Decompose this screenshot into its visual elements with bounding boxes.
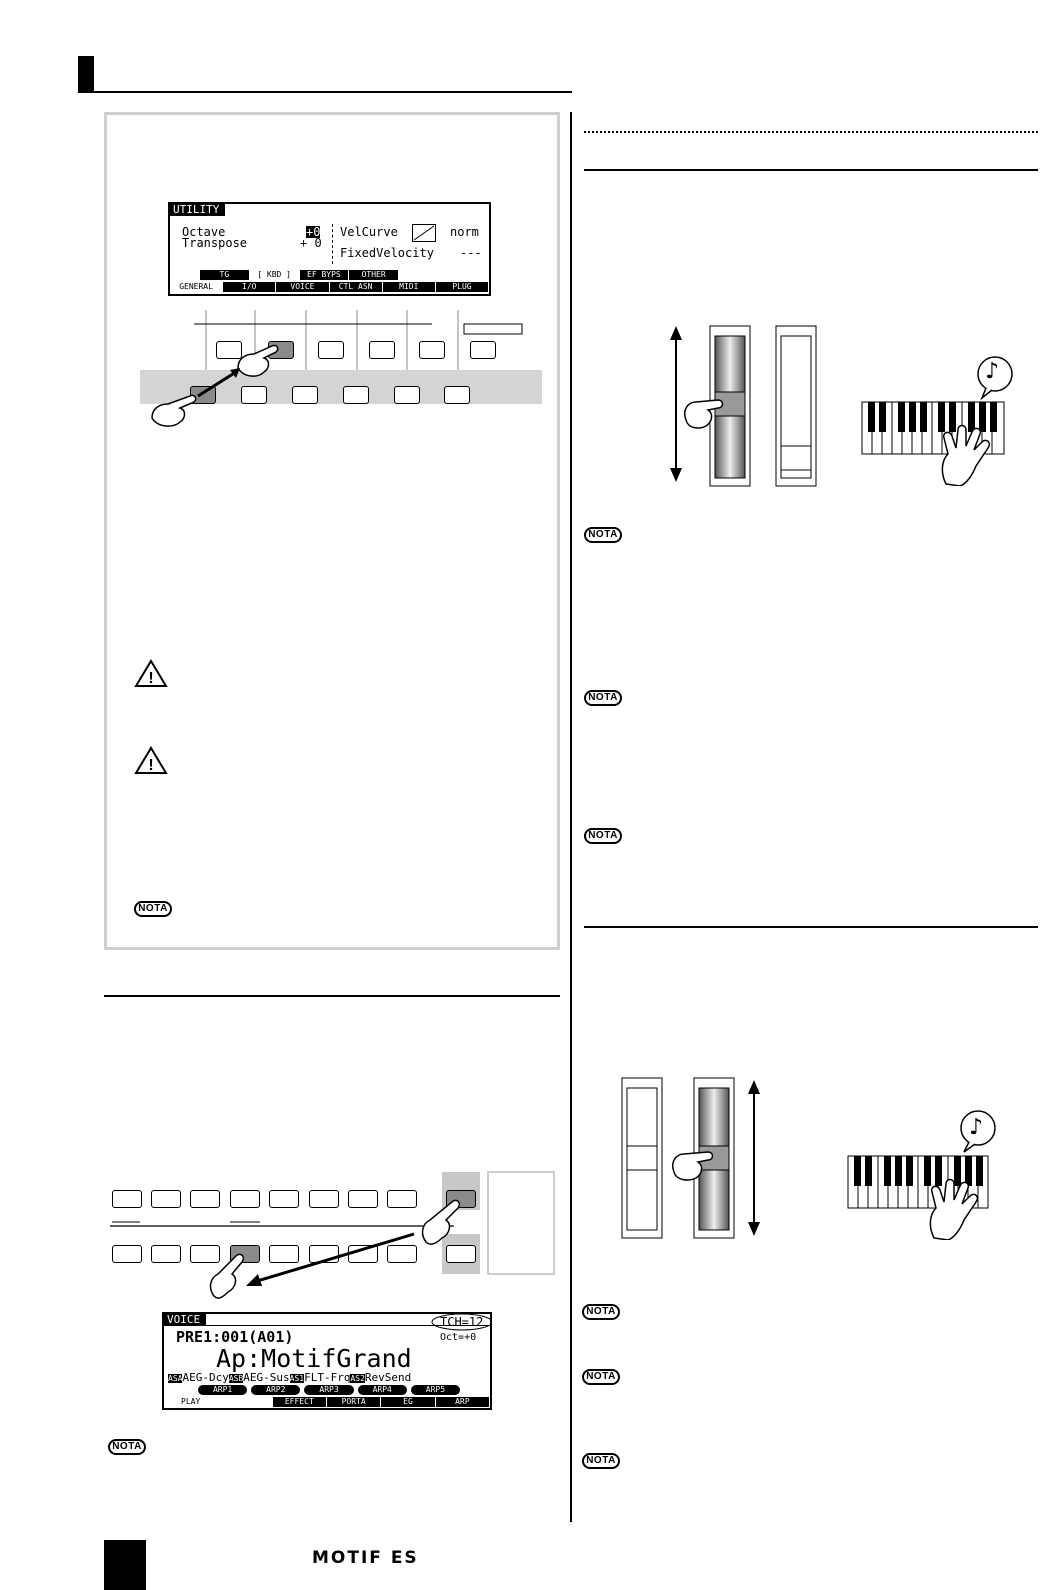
- nota-badge: NOTA: [582, 1304, 620, 1320]
- arrow-icon: [196, 366, 242, 400]
- octave-value: +0: [306, 225, 321, 239]
- hand-pointer-icon: [680, 386, 726, 430]
- tab: GENERAL: [170, 282, 223, 292]
- bank-button-7[interactable]: [348, 1190, 378, 1208]
- tab: PORTA: [327, 1397, 381, 1407]
- lcd-title: VOICE: [164, 1314, 206, 1326]
- velcurve-label: VelCurve: [340, 225, 398, 239]
- warning-icon: [134, 658, 168, 688]
- tab: [218, 1397, 272, 1407]
- transpose-value: + 0: [300, 236, 322, 250]
- subtab: OTHER: [349, 270, 399, 280]
- assign-value: AEG-Dcy: [182, 1371, 229, 1384]
- hand-pointer-icon: [418, 1198, 464, 1248]
- f-button-6[interactable]: [470, 341, 496, 359]
- header-block: [78, 56, 94, 93]
- bank-button-8[interactable]: [387, 1190, 417, 1208]
- hand-play-icon: [924, 1178, 980, 1240]
- fixedvel-value: ---: [460, 246, 482, 260]
- bank-button-2[interactable]: [151, 1190, 181, 1208]
- fixedvel-label: FixedVelocity: [340, 246, 434, 260]
- assign-value: RevSend: [364, 1371, 412, 1384]
- page-number-block: [104, 1540, 146, 1590]
- utility-lcd: [168, 202, 491, 296]
- tab: CTL ASN: [330, 282, 383, 292]
- musical-note-icon: ♪: [969, 1115, 984, 1140]
- section-rule: [584, 926, 1038, 928]
- nota-badge: NOTA: [108, 1439, 146, 1455]
- bank-button-6[interactable]: [309, 1190, 339, 1208]
- nota-badge: NOTA: [582, 1369, 620, 1385]
- arp-pill: ARP2: [251, 1385, 300, 1395]
- number-button-1[interactable]: [112, 1245, 142, 1263]
- warning-icon: [134, 745, 168, 775]
- hand-pointer-icon: [148, 388, 202, 430]
- voice-name: Ap:MotifGrand: [216, 1344, 412, 1373]
- lcd-subtabs: [200, 270, 399, 280]
- hand-play-icon: [936, 424, 992, 486]
- arp-row: [198, 1385, 460, 1395]
- lcd-divider: [332, 224, 333, 264]
- sf-button-4[interactable]: [343, 386, 369, 404]
- arp-pill: ARP3: [304, 1385, 353, 1395]
- tch-highlight-ellipse: [430, 1312, 492, 1332]
- arp-pill: ARP1: [198, 1385, 247, 1395]
- assign-tag: AS2: [350, 1374, 365, 1383]
- hand-pointer-icon: [668, 1138, 718, 1182]
- assign-row: [168, 1372, 488, 1385]
- tab: EG: [381, 1397, 435, 1407]
- bank-button-4[interactable]: [230, 1190, 260, 1208]
- subtab: [ KBD ]: [250, 270, 300, 280]
- tab: MIDI: [383, 282, 436, 292]
- bank-button-1[interactable]: [112, 1190, 142, 1208]
- octave-readout: Oct=+0: [440, 1332, 477, 1343]
- subtab: EF BYPS: [300, 270, 350, 280]
- nota-badge: NOTA: [584, 690, 622, 706]
- assign-value: AEG-Sus: [243, 1371, 290, 1384]
- dotted-rule: [584, 131, 1038, 133]
- program-number: PRE1:001(A01): [176, 1328, 294, 1346]
- f-button-5[interactable]: [419, 341, 445, 359]
- tab: I/O: [223, 282, 276, 292]
- tch-readout: TCH=12: [440, 1315, 484, 1329]
- lcd-tabs: [164, 1397, 490, 1407]
- svg-text:!: !: [148, 757, 154, 774]
- nota-badge: NOTA: [584, 828, 622, 844]
- arrow-icon: [244, 1232, 416, 1290]
- subtab: TG: [200, 270, 250, 280]
- octave-label: Octave: [182, 225, 226, 239]
- sf-button-2[interactable]: [241, 386, 267, 404]
- nota-badge: NOTA: [584, 527, 622, 543]
- assign-tag: ASB: [228, 1374, 244, 1383]
- tab: PLUG: [436, 282, 489, 292]
- assign-tag: ASA: [168, 1374, 183, 1383]
- lcd-title: UTILITY: [170, 204, 225, 216]
- velcurve-value: norm: [450, 225, 479, 239]
- lcd-tabs: [170, 282, 489, 292]
- bank-button-3[interactable]: [190, 1190, 220, 1208]
- bank-button-5[interactable]: [269, 1190, 299, 1208]
- tab: EFFECT: [273, 1397, 327, 1407]
- nota-badge: NOTA: [582, 1453, 620, 1469]
- tab: ARP: [436, 1397, 490, 1407]
- f-button-4[interactable]: [369, 341, 395, 359]
- sf-button-6[interactable]: [444, 386, 470, 404]
- sf-button-5[interactable]: [394, 386, 420, 404]
- header-rule: [78, 91, 572, 93]
- assign-value: FLT-Frq: [304, 1371, 351, 1384]
- transpose-label: Transpose: [182, 236, 248, 250]
- svg-text:!: !: [148, 670, 154, 687]
- nota-badge: NOTA: [134, 901, 172, 917]
- arp-pill: ARP4: [358, 1385, 407, 1395]
- tab: VOICE: [276, 282, 329, 292]
- section-rule: [584, 169, 1038, 171]
- sf-button-3[interactable]: [292, 386, 318, 404]
- number-button-2[interactable]: [151, 1245, 181, 1263]
- musical-note-icon: ♪: [985, 359, 1000, 384]
- assign-tag: AS1: [289, 1374, 305, 1383]
- footer-logo: MOTIF ES: [312, 1548, 419, 1568]
- tab: PLAY: [164, 1397, 218, 1407]
- velcurve-graph-icon: [412, 224, 436, 242]
- column-divider: [570, 112, 572, 1522]
- voice-lcd: [162, 1312, 492, 1410]
- section-rule: [104, 995, 560, 997]
- f-button-3[interactable]: [318, 341, 344, 359]
- arp-pill: ARP5: [411, 1385, 460, 1395]
